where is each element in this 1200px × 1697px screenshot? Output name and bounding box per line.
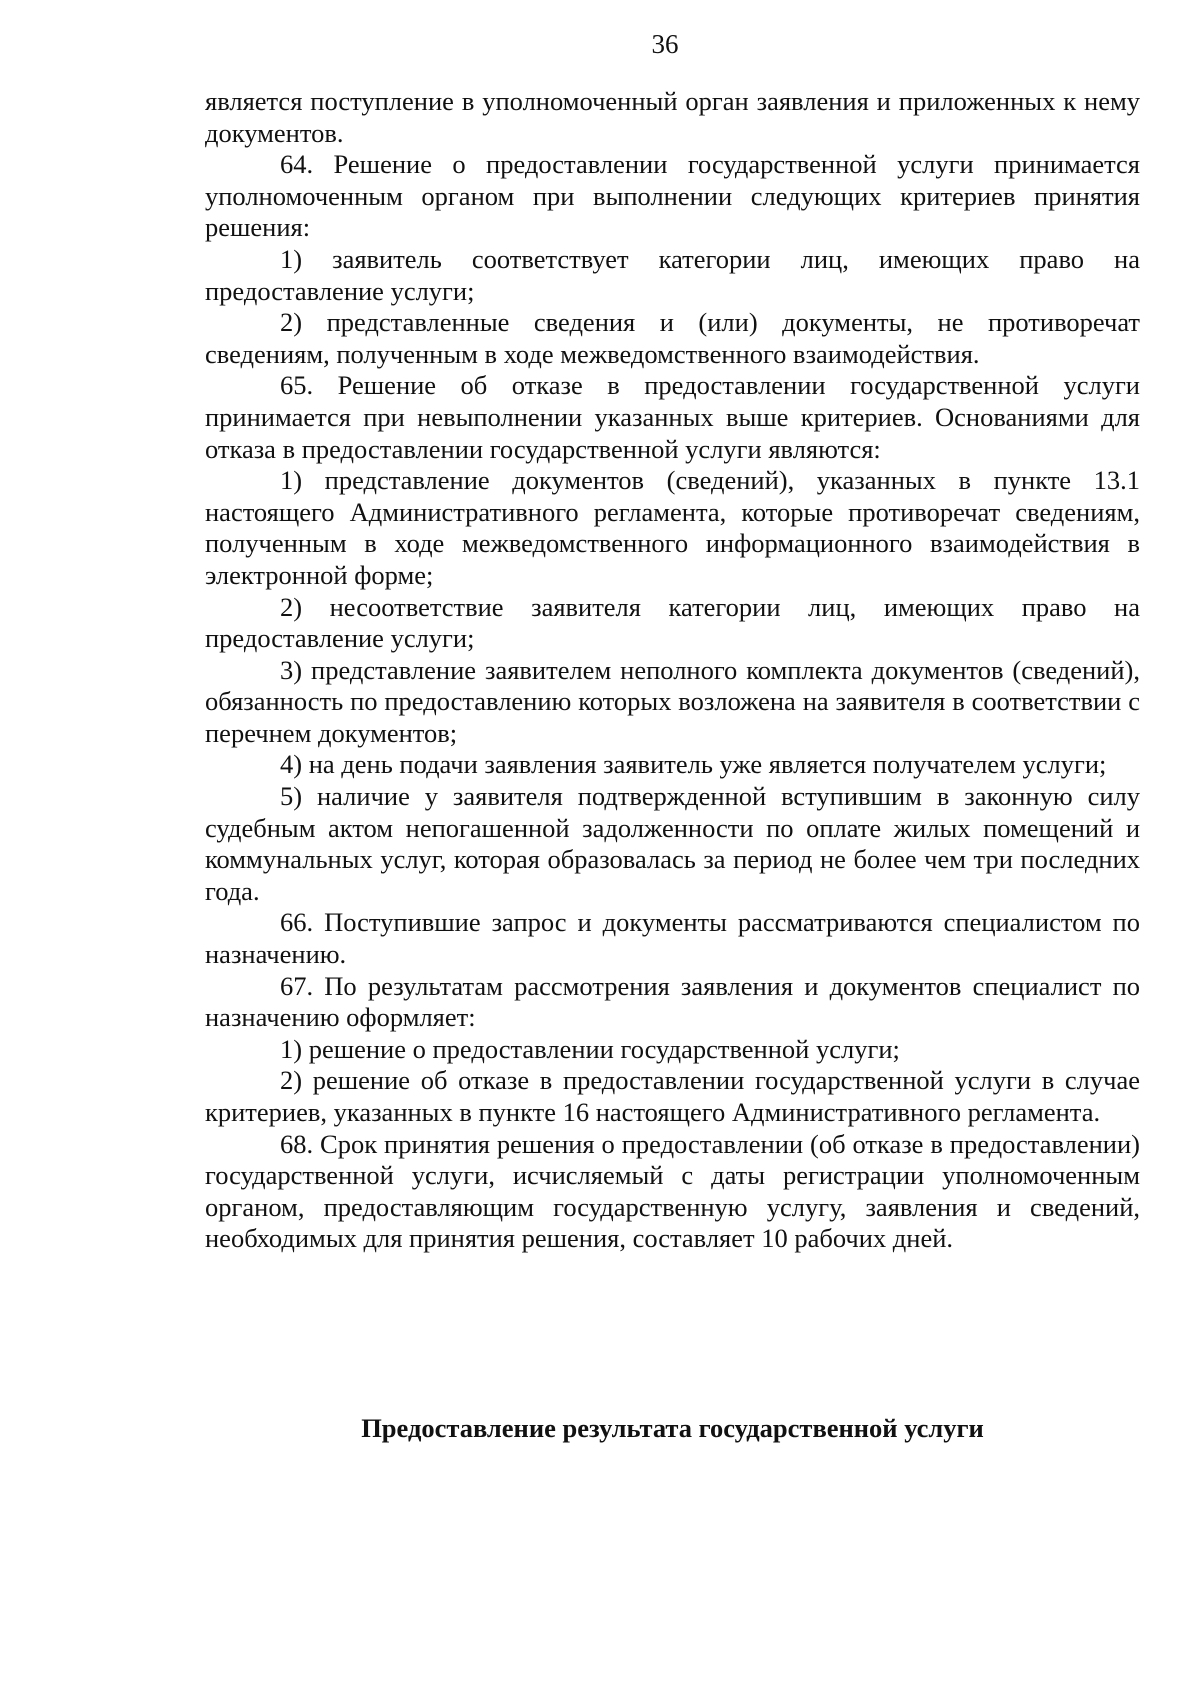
paragraph-65-item-1: 1) представление документов (сведений), указанных в пункте 13.1 настоящего Административного регламента, которые противоречат сведениям, полученным в ходе межведомственного информационного взаимодействия в электронной форме; <box>205 465 1140 590</box>
paragraph-continuation: является поступление в уполномоченный орган заявления и приложенных к нему документов. <box>205 86 1140 148</box>
paragraph-65-item-4: 4) на день подачи заявления заявитель уже является получателем услуги; <box>280 749 1107 780</box>
paragraph-64-item-2: 2) представленные сведения и (или) документы, не противоречат сведениям, полученным в ходе межведомственного взаимодействия. <box>205 307 1140 369</box>
section-heading: Предоставление результата государственной услуги <box>361 1413 984 1443</box>
paragraph-65-item-2: 2) несоответствие заявителя категории лиц, имеющих право на предоставление услуги; <box>205 591 1140 654</box>
document-body <box>205 86 1140 1255</box>
paragraph-65-item-3: 3) представление заявителем неполного комплекта документов (сведений), обязанность по предоставлению которых возложена на заявителя в соответствии с перечнем документов; <box>205 654 1140 748</box>
paragraph-67-item-2: 2) решение об отказе в предоставлении государственной услуги в случае критериев, указанных в пункте 16 настоящего Административного регламента. <box>205 1065 1140 1127</box>
paragraph-68: 68. Срок принятия решения о предоставлении (об отказе в предоставлении) государственной услуги, исчисляемый с даты регистрации уполномоченным органом, предоставляющим государственную услугу, заявления и сведений, необходимых для принятия решения, составляет 10 рабочих дней. <box>205 1128 1140 1254</box>
paragraph-64-item-1: 1) заявитель соответствует категории лиц, имеющих право на предоставление услуги; <box>205 243 1140 306</box>
paragraph-64: 64. Решение о предоставлении государственной услуги принимается уполномоченным органом при выполнении следующих критериев принятия решения: <box>205 149 1140 243</box>
paragraph-67: 67. По результатам рассмотрения заявления и документов специалист по назначению оформляет: <box>205 970 1140 1033</box>
paragraph-66: 66. Поступившие запрос и документы рассматриваются специалистом по назначению. <box>205 907 1140 970</box>
paragraph-65: 65. Решение об отказе в предоставлении государственной услуги принимается при невыполнении указанных выше критериев. Основаниями для отказа в предоставлении государственной услуги являются: <box>205 370 1140 464</box>
paragraph-67-item-1: 1) решение о предоставлении государственной услуги; <box>280 1033 900 1064</box>
page-number: 36 <box>651 29 679 59</box>
paragraph-65-item-5: 5) наличие у заявителя подтвержденной вступившим в законную силу судебным актом непогашенной задолженности по оплате жилых помещений и коммунальных услуг, которая образовалась за период не более чем три последних года. <box>205 781 1140 906</box>
